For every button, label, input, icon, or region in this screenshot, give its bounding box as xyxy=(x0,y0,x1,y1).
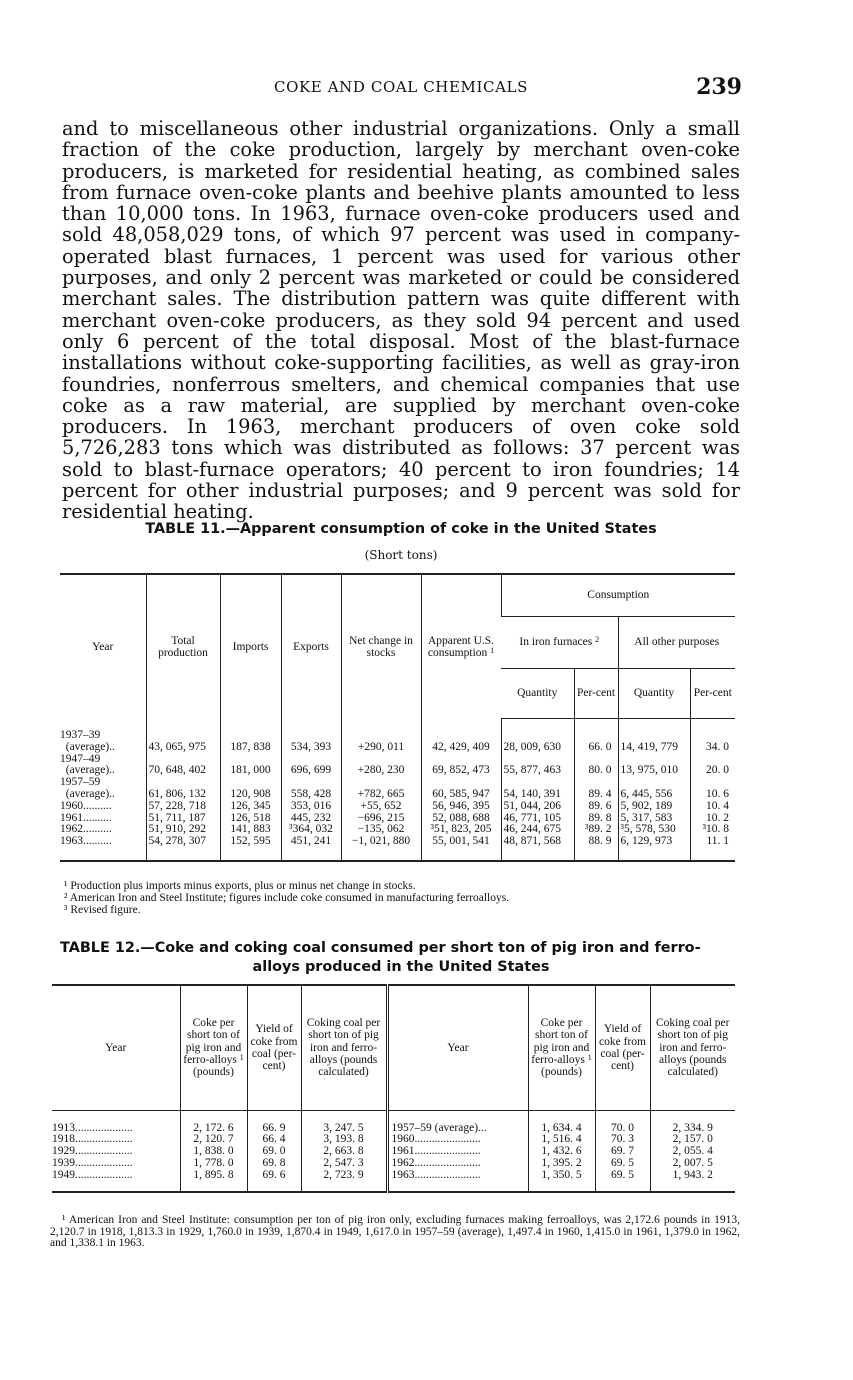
cell-imports: 181, 000 xyxy=(220,754,281,778)
row-year: 1961.......... xyxy=(60,812,112,824)
table11-subcaption: (Short tons) xyxy=(364,548,438,562)
row-year: 1960....................... xyxy=(387,1134,528,1146)
cell-other-qty: 14, 419, 779 xyxy=(618,718,690,754)
cell-coal: 3, 193. 8 xyxy=(301,1134,387,1146)
table-row xyxy=(60,777,735,801)
cell-coal: 2, 547. 3 xyxy=(301,1158,387,1170)
table11-caption: TABLE 11.—Apparent consumption of coke in the United States xyxy=(145,521,657,537)
cell-other-pct: 10. 6 xyxy=(690,777,735,801)
cell-coal: 2, 334. 9 xyxy=(650,1110,735,1134)
table12-header-coke-unit: (pounds) xyxy=(193,1066,234,1079)
cell-other-qty: 13, 975, 010 xyxy=(618,754,690,778)
cell-total: 61, 806, 132 xyxy=(146,777,220,801)
cell-exports: 353, 016 xyxy=(281,801,341,813)
table-row xyxy=(52,1134,735,1146)
cell-apparent: 69, 852, 473 xyxy=(421,754,501,778)
cell-yield: 69. 5 xyxy=(595,1158,650,1170)
table12-header-coke-text: Coke per short ton of pig iron and ferro-alloys xyxy=(531,1017,590,1066)
table-row xyxy=(52,1110,735,1134)
table-row xyxy=(60,754,735,778)
cell-net-change: −1, 021, 880 xyxy=(341,836,421,861)
table11-header-consumption: Consumption xyxy=(501,574,735,616)
cell-coal: 3, 247. 5 xyxy=(301,1110,387,1134)
cell-yield: 66. 9 xyxy=(247,1110,301,1134)
table-row xyxy=(60,718,735,754)
cell-exports: 696, 699 xyxy=(281,754,341,778)
running-title: COKE AND COAL CHEMICALS xyxy=(274,78,528,96)
table11-header-iron-furnaces xyxy=(501,616,618,668)
cell-coal: 2, 157. 0 xyxy=(650,1134,735,1146)
table11-header-year: Year xyxy=(60,574,146,718)
table11-header-imports: Imports xyxy=(220,574,281,718)
table-row xyxy=(52,1158,735,1170)
cell-other-qty: ³5, 578, 530 xyxy=(618,824,690,836)
cell-net-change: −696, 215 xyxy=(341,813,421,825)
row-year: 1937–39 (average).. xyxy=(60,729,115,753)
cell-yield: 69. 8 xyxy=(247,1158,301,1170)
table11-header-total-production: Total production xyxy=(146,574,220,718)
table-row xyxy=(60,813,735,825)
table-row xyxy=(52,1170,735,1193)
cell-imports: 152, 595 xyxy=(220,836,281,861)
table11-header-other-percent: Per-cent xyxy=(690,668,735,718)
table12-caption xyxy=(60,939,742,977)
footnote-ref: 1 xyxy=(490,645,495,655)
cell-imports: 126, 345 xyxy=(220,801,281,813)
row-year: 1963....................... xyxy=(387,1170,528,1193)
table12-header-year-b: Year xyxy=(387,985,528,1110)
row-year: 1960.......... xyxy=(60,800,112,812)
row-year: 1962.......... xyxy=(60,824,112,836)
cell-apparent: 52, 088, 688 xyxy=(421,813,501,825)
cell-coke: 1, 838. 0 xyxy=(180,1146,247,1158)
cell-coal: 2, 007. 5 xyxy=(650,1158,735,1170)
cell-imports: 126, 518 xyxy=(220,813,281,825)
cell-iron-qty: 55, 877, 463 xyxy=(501,754,574,778)
row-year: 1957–59 (average).. xyxy=(60,777,115,800)
cell-exports: 534, 393 xyxy=(281,718,341,754)
table12-footnote: ¹ American Iron and Steel Institute: consumption per ton of pig iron only, excluding furnaces making ferroalloys, was 2,172.6 pounds in 1913, 2,120.7 in 1918, 1,813.3 in 1929, 1,760.0 in 1939, 1,870.4 in 1949, 1,617.0 in 1957–59 (average), 1,497.4 in 1960, 1,415.0 in 1961, 1,379.0 in 1962, and 1,338.1 in 1963. xyxy=(50,1214,740,1250)
table-row xyxy=(52,1146,735,1158)
cell-total: 54, 278, 307 xyxy=(146,836,220,861)
running-header xyxy=(60,74,742,100)
cell-coal: 2, 723. 9 xyxy=(301,1170,387,1193)
cell-net-change: +55, 652 xyxy=(341,801,421,813)
cell-other-pct: 10. 4 xyxy=(690,801,735,813)
table11-header-iron-furnaces-text: In iron furnaces xyxy=(519,636,593,648)
cell-coke: 1, 516. 4 xyxy=(528,1134,595,1146)
cell-total: 57, 228, 718 xyxy=(146,801,220,813)
table12 xyxy=(52,984,735,1193)
cell-apparent: ³51, 823, 205 xyxy=(421,824,501,836)
cell-exports: 451, 241 xyxy=(281,836,341,861)
cell-yield: 69. 6 xyxy=(247,1170,301,1193)
cell-coke: 1, 350. 5 xyxy=(528,1170,595,1193)
table12-header-coking-coal-b: Coking coal per short ton of pig iron and ferro-alloys (pounds calculated) xyxy=(650,985,735,1110)
page-number: 239 xyxy=(696,74,742,100)
cell-yield: 66. 4 xyxy=(247,1134,301,1146)
row-year: 1947–49 (average).. xyxy=(60,753,115,777)
cell-iron-pct: 66. 0 xyxy=(574,718,618,754)
cell-other-pct: 10. 2 xyxy=(690,813,735,825)
cell-iron-pct: ³89. 2 xyxy=(574,824,618,836)
cell-coal: 1, 943. 2 xyxy=(650,1170,735,1193)
cell-net-change: +290, 011 xyxy=(341,718,421,754)
row-year: 1957–59 (average)... xyxy=(387,1110,528,1134)
footnote-ref: 2 xyxy=(595,635,600,644)
cell-total: 51, 711, 187 xyxy=(146,813,220,825)
table11-header-other-purposes: All other purposes xyxy=(618,616,735,668)
table12-header-coke-per-ton-b xyxy=(528,985,595,1110)
cell-iron-pct: 89. 8 xyxy=(574,813,618,825)
cell-coke: 2, 120. 7 xyxy=(180,1134,247,1146)
cell-iron-qty: 54, 140, 391 xyxy=(501,777,574,801)
cell-apparent: 56, 946, 395 xyxy=(421,801,501,813)
cell-yield: 69. 5 xyxy=(595,1170,650,1193)
table11-footnote-2: ² American Iron and Steel Institute; figures include coke consumed in manufacturing ferroalloys. xyxy=(64,892,510,904)
row-year: 1961....................... xyxy=(387,1146,528,1158)
cell-iron-pct: 89. 4 xyxy=(574,777,618,801)
cell-other-pct: 11. 1 xyxy=(690,836,735,861)
row-year: 1962....................... xyxy=(387,1158,528,1170)
cell-total: 43, 065, 975 xyxy=(146,718,220,754)
table11-header-apparent xyxy=(421,574,501,718)
row-year: 1918.................... xyxy=(52,1134,133,1146)
cell-apparent: 55, 001, 541 xyxy=(421,836,501,861)
table11 xyxy=(60,573,735,862)
table11-footnote-1: ¹ Production plus imports minus exports, plus or minus net change in stocks. xyxy=(64,880,416,892)
cell-yield: 70. 0 xyxy=(595,1110,650,1134)
cell-exports: ³364, 032 xyxy=(281,824,341,836)
cell-other-qty: 6, 445, 556 xyxy=(618,777,690,801)
table12-header-yield: Yield of coke from coal (per-cent) xyxy=(247,985,301,1110)
cell-yield: 69. 0 xyxy=(247,1146,301,1158)
cell-iron-pct: 80. 0 xyxy=(574,754,618,778)
table12-header-coking-coal: Coking coal per short ton of pig iron and ferro-alloys (pounds calculated) xyxy=(301,985,387,1110)
cell-coke: 1, 895. 8 xyxy=(180,1170,247,1193)
cell-imports: 120, 908 xyxy=(220,777,281,801)
cell-iron-pct: 88. 9 xyxy=(574,836,618,861)
cell-coal: 2, 055. 4 xyxy=(650,1146,735,1158)
table12-caption-line2: alloys produced in the United States xyxy=(252,959,550,975)
table12-header-coke-text: Coke per short ton of pig iron and ferro-alloys xyxy=(183,1017,242,1066)
table11-header-exports: Exports xyxy=(281,574,341,718)
table12-header-coke-per-ton xyxy=(180,985,247,1110)
cell-coke: 1, 634. 4 xyxy=(528,1110,595,1134)
cell-imports: 141, 883 xyxy=(220,824,281,836)
table11-header-apparent-text: Apparent U.S. consumption xyxy=(427,634,495,659)
cell-total: 70, 648, 402 xyxy=(146,754,220,778)
table-row xyxy=(60,801,735,813)
cell-exports: 445, 232 xyxy=(281,813,341,825)
cell-other-qty: 5, 317, 583 xyxy=(618,813,690,825)
table12-header-year: Year xyxy=(52,985,180,1110)
cell-other-pct: ³10. 8 xyxy=(690,824,735,836)
table-row xyxy=(60,836,735,861)
cell-yield: 69. 7 xyxy=(595,1146,650,1158)
cell-coke: 1, 778. 0 xyxy=(180,1158,247,1170)
body-paragraph: and to miscellaneous other industrial organizations. Only a small fraction of the coke production, largely by merchant oven-coke producers, is marketed for residential heating, as combined sales from furnace oven-coke plants and beehive plants amounted to less than 10,000 tons. In 1963, furnace oven-coke producers used and sold 48,058,029 tons, of which 97 percent was used in company-operated blast furnaces, 1 percent was used for various other purposes, and only 2 percent was marketed or could be considered merchant sales. The distribution pattern was quite different with merchant oven-coke producers, as they sold 94 percent and used only 6 percent of the total disposal. Most of the blast-furnace installations without coke-supporting facilities, as well as gray-iron foundries, nonferrous smelters, and chemical companies that use coke as a raw material, are supplied by merchant oven-coke producers. In 1963, merchant producers of oven coke sold 5,726,283 tons which was distributed as follows: 37 percent was sold to blast-furnace operators; 40 percent to iron foundries; 14 percent for other industrial purposes; and 9 percent was sold for residential heating. xyxy=(62,117,740,524)
cell-coal: 2, 663. 8 xyxy=(301,1146,387,1158)
cell-iron-qty: 51, 044, 206 xyxy=(501,801,574,813)
table11-footnotes xyxy=(64,880,734,916)
cell-imports: 187, 838 xyxy=(220,718,281,754)
footnote-ref: 1 xyxy=(587,1052,592,1062)
table12-header-yield-b: Yield of coke from coal (per-cent) xyxy=(595,985,650,1110)
cell-apparent: 42, 429, 409 xyxy=(421,718,501,754)
table-row xyxy=(60,824,735,836)
cell-coke: 2, 172. 6 xyxy=(180,1110,247,1134)
row-year: 1913.................... xyxy=(52,1121,133,1134)
table12-header-coke-unit: (pounds) xyxy=(541,1066,582,1079)
cell-iron-qty: 48, 871, 568 xyxy=(501,836,574,861)
cell-net-change: −135, 062 xyxy=(341,824,421,836)
table12-caption-line1: TABLE 12.—Coke and coking coal consumed per short ton of pig iron and ferro- xyxy=(60,940,701,956)
cell-other-pct: 20. 0 xyxy=(690,754,735,778)
cell-other-qty: 5, 902, 189 xyxy=(618,801,690,813)
table11-header-other-quantity: Quantity xyxy=(618,668,690,718)
cell-other-pct: 34. 0 xyxy=(690,718,735,754)
cell-net-change: +782, 665 xyxy=(341,777,421,801)
cell-apparent: 60, 585, 947 xyxy=(421,777,501,801)
cell-net-change: +280, 230 xyxy=(341,754,421,778)
table11-header-net-change: Net change in stocks xyxy=(341,574,421,718)
row-year: 1929.................... xyxy=(52,1146,133,1158)
cell-iron-pct: 89. 6 xyxy=(574,801,618,813)
cell-iron-qty: 46, 244, 675 xyxy=(501,824,574,836)
cell-exports: 558, 428 xyxy=(281,777,341,801)
row-year: 1963.......... xyxy=(60,836,112,848)
cell-iron-qty: 28, 009, 630 xyxy=(501,718,574,754)
footnote-ref: 1 xyxy=(239,1052,244,1062)
cell-total: 51, 910, 292 xyxy=(146,824,220,836)
table11-header-iron-percent: Per-cent xyxy=(574,668,618,718)
row-year: 1939.................... xyxy=(52,1157,133,1169)
cell-yield: 70. 3 xyxy=(595,1134,650,1146)
cell-coke: 1, 395. 2 xyxy=(528,1158,595,1170)
cell-iron-qty: 46, 771, 105 xyxy=(501,813,574,825)
cell-other-qty: 6, 129, 973 xyxy=(618,836,690,861)
table11-footnote-3: ³ Revised figure. xyxy=(64,904,141,916)
table11-header-iron-quantity: Quantity xyxy=(501,668,574,718)
row-year: 1949.................... xyxy=(52,1170,180,1193)
cell-coke: 1, 432. 6 xyxy=(528,1146,595,1158)
